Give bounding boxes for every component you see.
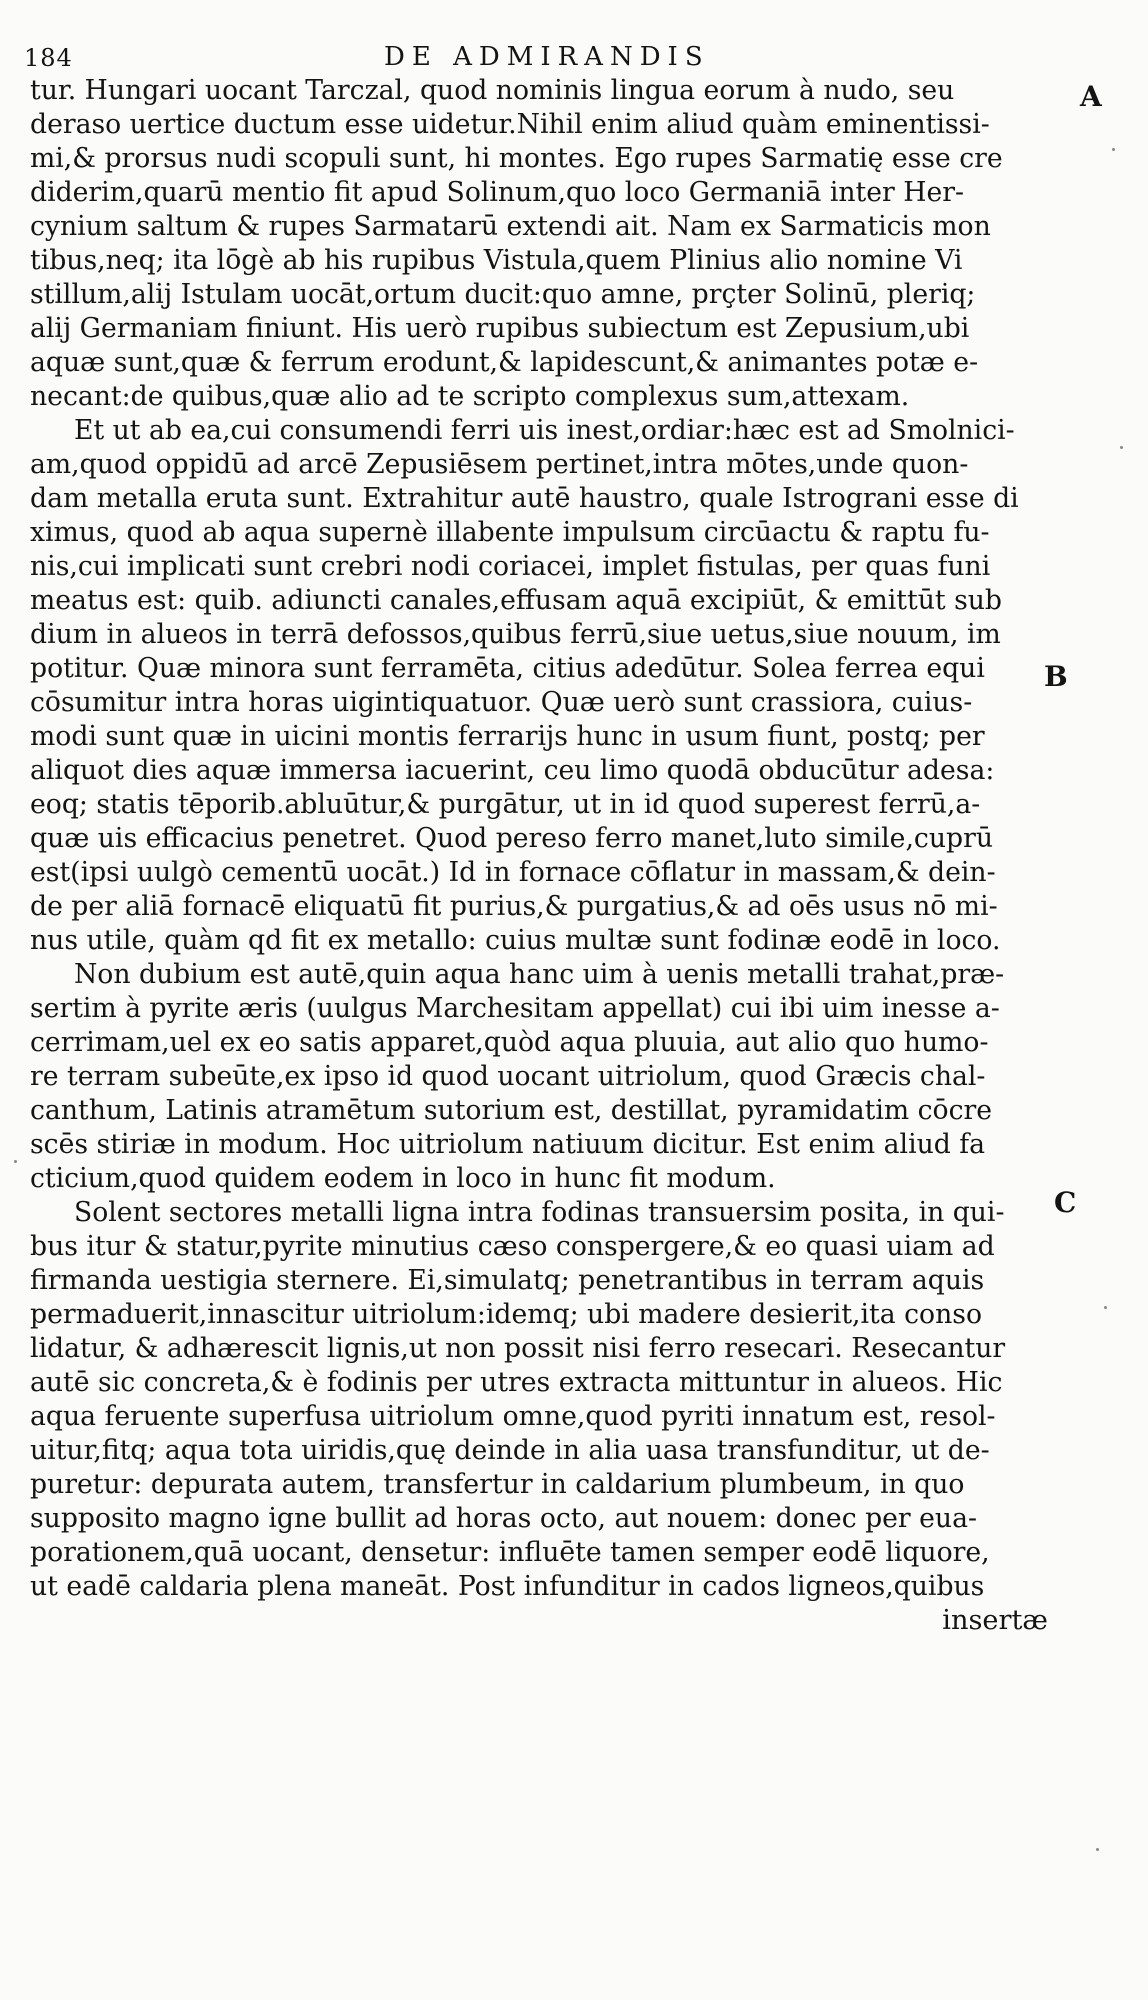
- page-header: [24, 36, 784, 76]
- text-line: eoq; statis tēporib.abluūtur,& purgātur, ut in id quod superest ferrū,a-: [30, 789, 981, 820]
- text-line: puretur: depurata autem, transfertur in caldarium plumbeum, in quo: [30, 1469, 965, 1500]
- text-line: tibus,neq; ita lōgè ab his rupibus Vistula,quem Plinius alio nomine Vi: [30, 245, 963, 276]
- text-line: deraso uertice ductum esse uidetur.Nihil enim aliud quàm eminentissi-: [30, 109, 990, 140]
- text-line: est(ipsi uulgò cementū uocāt.) Id in fornace cōflatur in massam,& dein-: [30, 857, 996, 888]
- ink-speck: [1120, 446, 1123, 449]
- text-line: firmanda uestigia sternere. Ei,simulatq; penetrantibus in terram aquis: [30, 1265, 985, 1296]
- text-line: potitur. Quæ minora sunt ferramēta, citius adedūtur. Solea ferrea equi: [30, 653, 985, 684]
- text-line: bus itur & statur,pyrite minutius cæso conspergere,& eo quasi uiam ad: [30, 1231, 995, 1262]
- text-line: quæ uis efficacius penetret. Quod pereso ferro manet,luto simile,cuprū: [30, 823, 993, 854]
- text-line: am,quod oppidū ad arcē Zepusiēsem pertinet,intra mōtes,unde quon-: [30, 449, 969, 480]
- catchword: insertæ: [942, 1605, 1048, 1636]
- text-line: diderim,quarū mentio fit apud Solinum,quo loco Germaniā inter Her-: [30, 177, 964, 208]
- text-line: necant:de quibus,quæ alio ad te scripto complexus sum,attexam.: [30, 381, 910, 412]
- paragraph-start: Solent sectores metalli ligna intra fodinas transuersim posita, in qui-: [74, 1197, 1005, 1228]
- text-line: dam metalla eruta sunt. Extrahitur autē haustro, quale Istrograni esse di: [30, 483, 1019, 514]
- text-line: tur. Hungari uocant Tarczal, quod nominis lingua eorum à nudo, seu: [30, 75, 955, 106]
- margin-marker-b: B: [1044, 660, 1068, 693]
- text-line: permaduerit,innascitur uitriolum:idemq; ubi madere desierit,ita conso: [30, 1299, 982, 1330]
- text-line: autē sic concreta,& è fodinis per utres extracta mittuntur in alueos. Hic: [30, 1367, 1003, 1398]
- text-line: alij Germaniam finiunt. His uerò rupibus subiectum est Zepusium,ubi: [30, 313, 970, 344]
- text-line: stillum,alij Istulam uocāt,ortum ducit:quo amne, prçter Solinū, pleriq;: [30, 279, 976, 310]
- text-line: mi,& prorsus nudi scopuli sunt, hi montes. Ego rupes Sarmatię esse cre: [30, 143, 1003, 174]
- paragraph-start: Et ut ab ea,cui consumendi ferri uis inest,ordiar:hæc est ad Smolnici-: [74, 415, 1015, 446]
- text-line: cynium saltum & rupes Sarmatarū extendi ait. Nam ex Sarmaticis mon: [30, 211, 991, 242]
- text-line: cerrimam,uel ex eo satis apparet,quòd aqua pluuia, aut alio quo humo-: [30, 1027, 989, 1058]
- text-line: nis,cui implicati sunt crebri nodi coriacei, implet fistulas, per quas funi: [30, 551, 991, 582]
- text-line: cticium,quod quidem eodem in loco in hunc fit modum.: [30, 1163, 776, 1194]
- ink-speck: [14, 1160, 17, 1163]
- text-line: aqua feruente superfusa uitriolum omne,quod pyriti innatum est, resol-: [30, 1401, 996, 1432]
- text-line: meatus est: quib. adiuncti canales,effusam aquā excipiūt, & emittūt sub: [30, 585, 1002, 616]
- text-line: lidatur, & adhærescit lignis,ut non possit nisi ferro resecari. Resecantur: [30, 1333, 1006, 1364]
- ink-speck: [1096, 1848, 1099, 1851]
- text-line: canthum, Latinis atramētum sutorium est, destillat, pyramidatim cōcre: [30, 1095, 993, 1126]
- text-line: porationem,quā uocant, densetur: influēte tamen semper eodē liquore,: [30, 1537, 990, 1568]
- text-line: re terram subeūte,ex ipso id quod uocant uitriolum, quod Græcis chal-: [30, 1061, 986, 1092]
- text-line: nus utile, quàm qd fit ex metallo: cuius multæ sunt fodinæ eodē in loco.: [30, 925, 1001, 956]
- text-line: aliquot dies aquæ immersa iacuerint, ceu limo quodā obducūtur adesa:: [30, 755, 995, 786]
- text-line: sertim à pyrite æris (uulgus Marchesitam appellat) cui ibi uim inesse a-: [30, 993, 1000, 1024]
- paragraph-start: Non dubium est autē,quin aqua hanc uim à uenis metalli trahat,præ-: [74, 959, 1005, 990]
- text-line: de per aliā fornacē eliquatū fit purius,& purgatius,& ad oēs usus nō mi-: [30, 891, 998, 922]
- text-line: modi sunt quæ in uicini montis ferrarijs hunc in usum fiunt, postq; per: [30, 721, 985, 752]
- text-line: ximus, quod ab aqua supernè illabente impulsum circūactu & raptu fu-: [30, 517, 990, 548]
- margin-marker-a: A: [1080, 80, 1102, 113]
- body-text: [30, 74, 1060, 1638]
- ink-speck: [1104, 1306, 1107, 1309]
- text-line: cōsumitur intra horas uigintiquatuor. Quæ uerò sunt crassiora, cuius-: [30, 687, 973, 718]
- ink-speck: [1112, 148, 1115, 151]
- text-line: uitur,fitq; aqua tota uiridis,quę deinde in alia uasa transfunditur, ut de-: [30, 1435, 990, 1466]
- text-line: supposito magno igne bullit ad horas octo, aut nouem: donec per eua-: [30, 1503, 977, 1534]
- page-number: 184: [24, 44, 73, 72]
- text-line: dium in alueos in terrā defossos,quibus ferrū,siue uetus,siue nouum, im: [30, 619, 1001, 650]
- running-head: DE ADMIRANDIS: [384, 42, 710, 72]
- margin-marker-c: C: [1054, 1186, 1077, 1219]
- text-line: scēs stiriæ in modum. Hoc uitriolum natiuum dicitur. Est enim aliud fa: [30, 1129, 986, 1160]
- text-line: ut eadē caldaria plena maneāt. Post infunditur in cados ligneos,quibus: [30, 1571, 985, 1602]
- text-line: aquæ sunt,quæ & ferrum erodunt,& lapidescunt,& animantes potæ e-: [30, 347, 979, 378]
